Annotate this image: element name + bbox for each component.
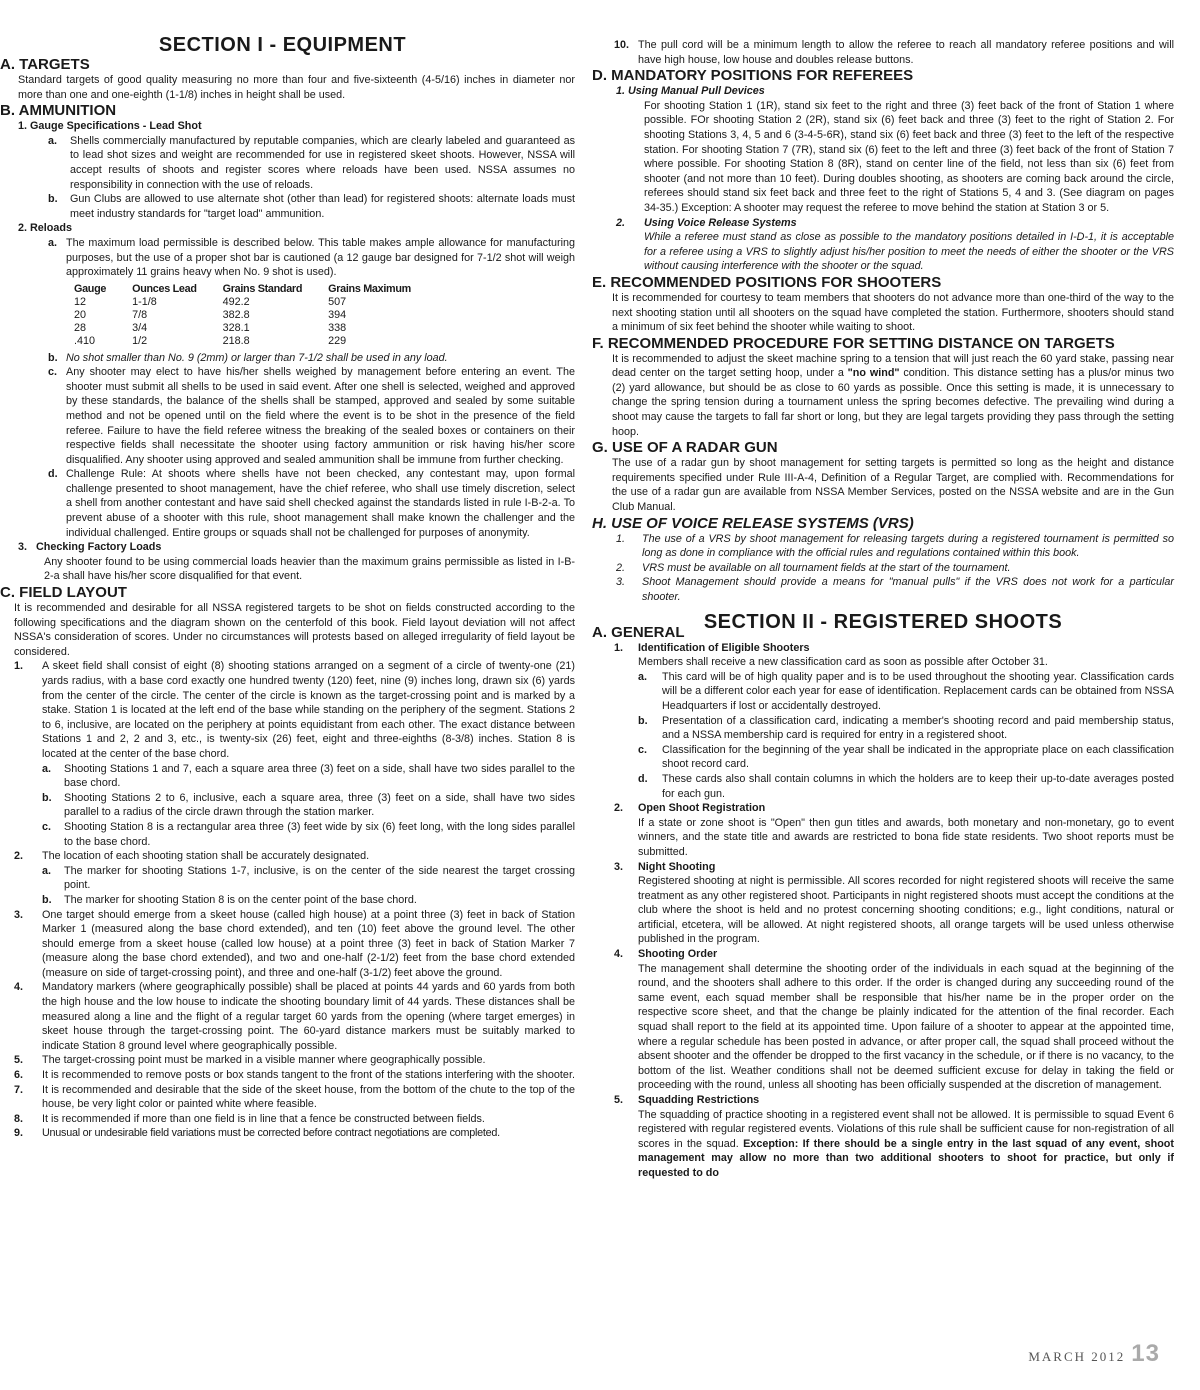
- section-heading: G. USE OF A RADAR GUN: [592, 439, 778, 457]
- list-item: [592, 860, 1174, 875]
- item-text: A skeet field shall consist of eight (8) shooting stations arranged on a segment of a circle of twenty-one (21) yards radius, with a base cord exactly one hundred twenty (120) feet, nine (9) inches long, drawn six (6) yards from the center of the circle. The center of the circle is known as the target-crossing point and is marked by a stake. Station 1 is located at the left end of the base while standing on the periphery of the segment. Stations 2 to 6, inclusive, are located on the periphery at points equidistant from each other. The exact distance between Stations 1 and 2, 2 and 3, etc., is twenty-six (26) feet, eight and three-eighths (8-3/8) inches. Station 8 is located at the center of the base chord.: [42, 660, 575, 760]
- list-item: [592, 561, 1174, 576]
- section-heading: E. RECOMMENDED POSITIONS FOR SHOOTERS: [592, 273, 942, 291]
- paragraph: The management shall determine the shooting order of the individuals in each squad at the beginning of the round, and the shooters shall adhere to this order. If the order is changed during any succeeding round of the same event, each squad member shall be responsible that his/her name be in the proper order on the respective score sheet, and that the change be plainly indicated for the attention of the final recorder. Each squad shall report to the field at its appointed time. Upon failure of a shooter to appear at the appointed time, where a regular schedule has been posted in advance, or after proper call, the squad shall proceed without the absent shooter and the offender be dropped to the first vacancy in the schedule, or if there is no vacancy, to the bottom of the list. Weather conditions shall not be deemed sufficient excuse for delay in taking the field or proceeding with the round, unless all shooting has been officially suspended at the discretion of management.: [638, 962, 1174, 1092]
- table-row: [74, 322, 437, 335]
- item-marker: 2.: [616, 216, 626, 229]
- list-item: [0, 864, 575, 893]
- item-marker: a.: [42, 864, 52, 877]
- item-marker: c.: [48, 366, 58, 379]
- list-item: [0, 908, 575, 981]
- item-heading: Shooting Order: [638, 948, 718, 961]
- list-item: [592, 575, 1174, 604]
- list-item: [0, 1083, 575, 1112]
- table-cell: 328.1: [222, 322, 250, 335]
- list-item: [0, 134, 575, 192]
- paragraph: [592, 1108, 1174, 1181]
- section-heading: D. MANDATORY POSITIONS FOR REFEREES: [592, 67, 914, 85]
- list-item: [592, 947, 1174, 962]
- item-text: These cards also shall contain columns in which the holders are to keep their up-to-date averages posted for each gun.: [662, 772, 1174, 800]
- item-text: It is recommended and desirable that the side of the skeet house, from the bottom of the chute to the top of the house, be very light color or painted white where feasible.: [42, 1083, 575, 1111]
- reload-table: [74, 282, 437, 349]
- paragraph: Any shooter found to be using commercial loads heavier than the maximum grains permissible as listed in I-B-2-a shall have his/her score disqualified for that event.: [44, 555, 575, 583]
- item-text: The use of a VRS by shoot management for releasing targets during a registered tournament is permitted so long as done in compliance with the official rules and regulations contained within this book.: [642, 532, 1174, 560]
- table-header: Grains Standard: [222, 282, 303, 295]
- item-marker: 2.: [616, 561, 626, 574]
- item-marker: 1.: [614, 641, 624, 654]
- item-text: The maximum load permissible is described below. This table makes ample allowance for manufacturing purposes, but the use of a proper shot bar is cautioned (a 12 gauge bar designed for 7-1/2 shot will weigh approximately 11 grains heavy when No. 9 shot is used).: [66, 236, 575, 279]
- item-marker: b.: [42, 791, 52, 804]
- item-text: Shooting Stations 2 to 6, inclusive, each a square area, three (3) feet on a side, shall have two sides parallel to a radius of the circle drawn through the station marker.: [64, 791, 575, 819]
- page-footer: [1028, 1340, 1160, 1368]
- subheading: 1. Gauge Specifications - Lead Shot: [18, 120, 202, 133]
- item-marker: 5.: [14, 1054, 24, 1067]
- item-text: The marker for shooting Stations 1-7, inclusive, is on the center of the side nearest the target crossing point.: [64, 864, 575, 892]
- table-cell: 12: [74, 295, 87, 308]
- item-marker: 1.: [616, 85, 626, 98]
- item-text: No shot smaller than No. 9 (2mm) or larger than 7-1/2 shall be used in any load.: [66, 351, 448, 364]
- table-row: [74, 335, 437, 348]
- item-marker: 3.: [616, 576, 626, 589]
- item-text: Shooting Station 8 is a rectangular area three (3) feet wide by six (6) feet long, with the long sides parallel to the base chord.: [64, 820, 575, 848]
- list-item: [0, 762, 575, 791]
- item-marker: b.: [42, 893, 52, 906]
- table-cell: .410: [74, 335, 96, 348]
- list-item: [0, 980, 575, 1053]
- table-cell: 218.8: [222, 335, 250, 348]
- item-marker: 1.: [14, 660, 24, 673]
- item-text: It is recommended to remove posts or box stands tangent to the front of the stations interfering with the shooter.: [42, 1069, 575, 1082]
- item-heading: Using Manual Pull Devices: [628, 85, 765, 98]
- section-heading: C. FIELD LAYOUT: [0, 584, 127, 602]
- paragraph: The use of a radar gun by shoot management for setting targets is permitted so long as the height and distance requirements specified under Rule III-A-4, Definition of a Regular Target, are complied with. Recommendations for the use of a radar gun are available from NSSA Member Services, posted on the NSSA website and are in the Gun Club Manual.: [612, 457, 1174, 514]
- paragraph: Standard targets of good quality measuring no more than four and five-sixteenth (4-5/16) inches in diameter nor more than one and one-eighth (1-1/8) inches in height shall be used.: [18, 74, 575, 101]
- item-text: VRS must be available on all tournament fields at the start of the tournament.: [642, 561, 1011, 574]
- item-text: Gun Clubs are allowed to use alternate shot (other than lead) for registered shoots: alternate loads must meet industry standards for "target load" ammunition.: [70, 193, 575, 220]
- item-marker: b.: [638, 714, 648, 727]
- list-item: [592, 670, 1174, 714]
- item-marker: b.: [48, 193, 58, 206]
- item-text: The target-crossing point must be marked in a visible manner where geographically possible.: [42, 1054, 486, 1067]
- list-item: [0, 791, 575, 820]
- paragraph: Registered shooting at night is permissible. All scores recorded for night registered shoots will receive the same treatment as any other registered shoot. Participants in night registered shoots must accept the conditions at the club where the shoot is held and no protest concerning shooting conditions; e.g., light conditions, natural or artificial, etcetera, will be allowed. At night registered shoots, all orange targets will be used unless otherwise published in the program.: [638, 875, 1174, 946]
- table-header: Ounces Lead: [132, 282, 197, 295]
- list-item: [592, 801, 1174, 816]
- table-row: [74, 309, 437, 322]
- section-heading: A. TARGETS: [0, 56, 90, 73]
- paragraph: If a state or zone shoot is "Open" then gun titles and awards, both monetary and non-monetary, go to event winners, and the state title and awards are restricted to bona fide state residents. Two shoot reports must be submitted.: [638, 816, 1174, 858]
- item-marker: c.: [42, 820, 52, 833]
- list-item: [592, 641, 1174, 656]
- item-marker: 3.: [614, 860, 624, 873]
- list-item: [0, 893, 575, 908]
- list-item: [592, 532, 1174, 561]
- table-cell: 1-1/8: [132, 295, 157, 308]
- table-row: [74, 296, 437, 309]
- table-cell: 492.2: [222, 295, 250, 308]
- list-item: [0, 1053, 575, 1068]
- item-marker: 1.: [616, 532, 626, 545]
- text-run: It is recommended to adjust the skeet machine spring to a tension that will just reach the 60 yard stake, passing near dead center on the target setting hoop, under a: [612, 352, 1174, 380]
- paragraph: For shooting Station 1 (1R), stand six feet to the right and three (3) feet back of the front of Station 1 where possible. FOr shooting Station 2 (2R), stand six (6) feet back and three (3) feet to the right of Station 2. For shooting Stations 3, 4, 5 and 6 (3-4-5-6R), stand six (6) feet back and three (3) feet to the left of the respective station. For shooting Station 7 (7R), stand six (6) feet to the left and three (3) feet back of the front of Station 7 where possible. For shooting Station 8 (8R), stand on center line of the field, not less than six (6) feet from shooter (and not more than 10 feet). During doubles shooting, as shooters are coming back around the circle, referees should stand six feet back and three feet to the right of Stations 5, 4 and 3. (See diagram on pages 34-35.) Exception: A shooter may request the referee to move behind the station at Station 3 or 5.: [644, 99, 1174, 214]
- list-item: [592, 772, 1174, 801]
- table-cell: 7/8: [132, 308, 148, 321]
- paragraph: It is recommended and desirable for all NSSA registered targets to be shot on fields constructed according to the following specifications and the diagram shown on the centerfold of this book. Field layout deviation will not affect NSSA's consideration of scores. Under no circumstances will protests based on alleged irregularity of field layout be considered.: [14, 602, 575, 658]
- item-heading: Using Voice Release Systems: [644, 216, 797, 229]
- list-item: [0, 659, 575, 761]
- text-emphasis: "no wind": [847, 367, 900, 380]
- item-marker: b.: [48, 351, 58, 364]
- paragraph: [592, 352, 1174, 440]
- section-heading: B. AMMUNITION: [0, 102, 117, 120]
- section-title: SECTION II - REGISTERED SHOOTS: [703, 610, 1063, 633]
- text-run: The squadding of practice shooting in a registered event shall not be allowed. It is permissible to squad Event 6 registered with regular registered events. Violations of this rule shall be sufficient cause for non-registration of all scores in the squad.: [638, 1108, 1174, 1150]
- section-heading: F. RECOMMENDED PROCEDURE FOR SETTING DISTANCE ON TARGETS: [592, 334, 1115, 352]
- list-item: [0, 467, 575, 540]
- table-header: Gauge: [74, 282, 107, 295]
- item-text: Mandatory markers (where geographically possible) shall be placed at points 44 yards and 60 yards from both the high house and the low house to indicate the shooting boundary limit of 44 yards. These distances shall be measured along a line and the flight of a regular target 60 yards from the opening (where target emerges) in skeet house through the target-crossing point. The 60-yard distance markers must be suitably marked to indicate Station 8 ground level where geographically possible.: [42, 981, 575, 1052]
- item-marker: 4.: [614, 948, 624, 961]
- list-item: [592, 84, 1174, 99]
- item-marker: 2.: [614, 802, 624, 815]
- item-marker: 4.: [14, 981, 24, 994]
- item-marker: 7.: [14, 1083, 24, 1096]
- text-emphasis: Exception: If there should be a single entry in the last squad of any event, shoot management may allow no more than two additional shooters to shoot for practice, but only if requested to do: [638, 1137, 1174, 1179]
- list-item: [0, 351, 575, 366]
- text-run: condition. This distance setting has a plus/or minus two (2) yard allowance, but should be as close to 60 yards as possible. Once this setting is made, it is unnecessary to change the spring tension during a tournament unless the spring becomes defective. The prevailing wind during a shoot may cause the targets to fall far short or long, but they are legal targets providing they pass through the setting hoop.: [612, 367, 1174, 438]
- table-cell: 394: [328, 308, 347, 321]
- table-cell: 20: [74, 308, 87, 321]
- item-text: The location of each shooting station shall be accurately designated.: [42, 850, 370, 863]
- item-marker: 9.: [14, 1127, 24, 1140]
- issue-date: MARCH 2012: [1028, 1349, 1126, 1364]
- item-text: Shoot Management should provide a means for "manual pulls" if the VRS does not work for a particular shooter.: [642, 576, 1174, 603]
- item-marker: 3.: [14, 908, 24, 921]
- paragraph: Members shall receive a new classification card as soon as possible after October 31.: [638, 656, 1048, 669]
- left-column: [0, 34, 575, 1141]
- section-title: SECTION I - EQUIPMENT: [158, 34, 407, 56]
- item-marker: 2.: [14, 850, 24, 863]
- list-item: [592, 743, 1174, 772]
- item-text: Unusual or undesirable field variations must be corrected before contract negotiations are completed.: [42, 1127, 500, 1140]
- item-heading: Open Shoot Registration: [638, 802, 766, 815]
- right-column: [592, 38, 1174, 1181]
- list-item: [0, 1112, 575, 1127]
- list-item: [592, 714, 1174, 743]
- page-number: 13: [1131, 1340, 1160, 1367]
- item-text: The marker for shooting Station 8 is on the center point of the base chord.: [64, 893, 417, 906]
- subheading: 2. Reloads: [18, 222, 73, 235]
- item-text: This card will be of high quality paper and is to be used throughout the shooting year. Classification cards will be a different color each year for ease of identification. Replacement cards can be obtained from NSSA Headquarters if lost or accidentally destroyed.: [662, 670, 1174, 712]
- list-item: [0, 1068, 575, 1083]
- item-marker: a.: [42, 762, 52, 775]
- item-text: The pull cord will be a minimum length to allow the referee to reach all mandatory referee positions and will have high house, low house and doubles release buttons.: [638, 39, 1174, 66]
- table-header: Grains Maximum: [328, 282, 411, 295]
- list-item: [592, 216, 1174, 231]
- item-text: Presentation of a classification card, indicating a member's shooting record and paid membership status, and a NSSA membership card is required for entry in a registered shoot.: [662, 714, 1174, 742]
- item-heading: Squadding Restrictions: [638, 1094, 760, 1106]
- item-marker: 5.: [614, 1094, 624, 1106]
- item-marker: a.: [48, 134, 58, 147]
- list-item: [0, 820, 575, 849]
- item-marker: 8.: [14, 1112, 24, 1125]
- item-marker: a.: [638, 670, 648, 683]
- item-text: Shooting Stations 1 and 7, each a square area three (3) feet on a side, shall have two sides parallel to the base chord.: [64, 762, 575, 790]
- table-cell: 3/4: [132, 322, 148, 335]
- table-cell: 229: [328, 335, 347, 348]
- list-item: [0, 849, 575, 864]
- item-marker: d.: [48, 468, 58, 481]
- table-cell: 382.8: [222, 308, 250, 321]
- paragraph: While a referee must stand as close as possible to the mandatory positions detailed in I-D-1, it is acceptable for a referee using a VRS to slightly adjust his/her position to meet the needs of either the shooter or the VRS without causing interference with the shooter or the squad.: [644, 231, 1174, 273]
- section-heading: A. GENERAL: [592, 623, 685, 641]
- item-text: One target should emerge from a skeet house (called high house) at a point three (3) feet in back of Station Marker 1 (measured along the base chord extended), and ten (10) feet above the ground level. The other should emerge from a skeet house (called low house) at a point three (3) feet in back of Station Marker 7 (measure along the base chord extended), and two and one-half (2-1/2) feet from the base chord extended (measure on side of target-crossing point), and three and one-half (3-1/2) feet above the ground.: [42, 908, 575, 979]
- item-text: Any shooter may elect to have his/her shells weighed by management before entering an event. The shooter must submit all shells to be used in said event. After one shell is selected, weighed and approved by these standards, the balance of the shells shall be stamped, approved and sealed by some suitable method and not be opened until on the field where the event is to be shot in the presence of the field referee. Failure to have the field referee witness the breaking of the sealed boxes or containers on their respective fields shall necessitate the shooter using factory ammunition or risk having his/her score disqualified. Any shooter using approved and sealed ammunition shall be immune from further checking.: [66, 366, 575, 466]
- item-heading: Night Shooting: [638, 860, 716, 873]
- list-item: [0, 1126, 575, 1141]
- list-item: [592, 38, 1174, 67]
- item-text: Classification for the beginning of the year shall be indicated in the appropriate place on each classification shoot record card.: [662, 743, 1174, 771]
- table-cell: 507: [328, 295, 347, 308]
- table-cell: 338: [328, 322, 347, 335]
- list-item: [0, 192, 575, 221]
- item-text: Shells commercially manufactured by reputable companies, which are clearly labeled and guaranteed as to lead shot sizes and weight are recommended for use in registered skeet shoots. However, NSSA will accept results of shoots and register scores where reloads have been used. NSSA assumes no responsibility in connection with the use of reloads.: [70, 134, 575, 191]
- list-item: [0, 236, 575, 280]
- item-heading: Identification of Eligible Shooters: [638, 641, 810, 654]
- subheading: 3. Checking Factory Loads: [18, 541, 162, 554]
- item-marker: a.: [48, 236, 58, 249]
- section-heading: H. USE OF VOICE RELEASE SYSTEMS (VRS): [592, 514, 914, 532]
- item-marker: 10.: [614, 39, 630, 51]
- list-item: [592, 1093, 1174, 1108]
- item-text: Challenge Rule: At shoots where shells have not been checked, any contestant may, upon formal challenge presented to shoot management, have the chief referee, who shall use timely discretion, select a shell from another contestant and have said shell checked against the standards listed in rule I-B-2-a. To prevent abuse of a shooter with this rule, shoot management shall make known the challenger and the individual challenged. Entire groups or squads shall not be challenged for purposes of anonymity.: [66, 468, 575, 539]
- item-marker: c.: [638, 743, 648, 756]
- paragraph: It is recommended for courtesy to team members that shooters do not advance more than one-third of the way to the next shooting station until all shooters on the squad have completed the station. Furthermore, shooters should stand a minimum of six feet behind the shooter while waiting to shoot.: [612, 291, 1174, 334]
- item-marker: 6.: [14, 1069, 24, 1082]
- list-item: [0, 365, 575, 467]
- table-cell: 28: [74, 322, 87, 335]
- table-cell: 1/2: [132, 335, 148, 348]
- item-marker: d.: [638, 772, 648, 785]
- item-text: It is recommended if more than one field is in line that a fence be constructed between fields.: [42, 1112, 485, 1125]
